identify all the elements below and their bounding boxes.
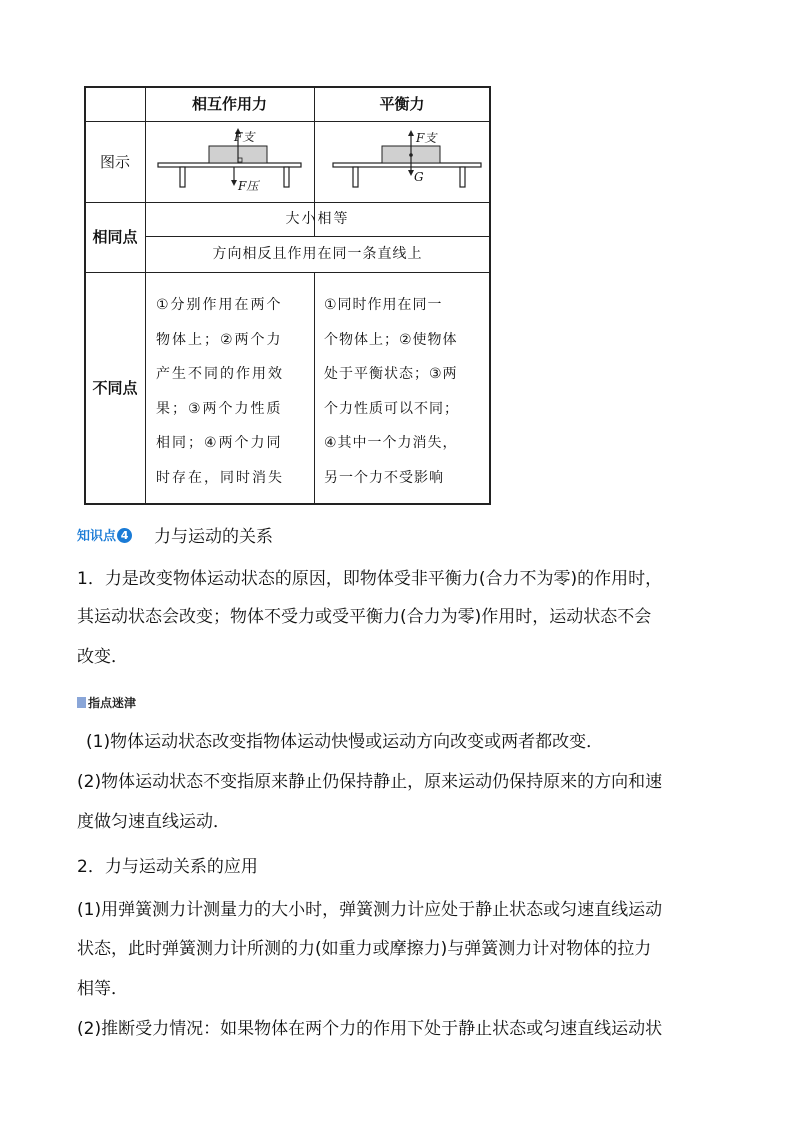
tip-label-text: 指点迷津 — [88, 696, 137, 710]
table-leg — [353, 167, 358, 187]
arrow-up-icon — [408, 130, 414, 136]
paragraph-line: (1)用弹簧测力计测量力的大小时，弹簧测力计应处于静止状态或匀速直线运动 — [77, 900, 663, 920]
section-title: 力与运动的关系 — [154, 527, 273, 547]
same-point-1: 大小相等 — [285, 211, 350, 227]
label-f-support-left: F支 — [234, 130, 255, 144]
badge-text: 知识点 — [77, 529, 117, 544]
table-leg — [460, 167, 465, 187]
label-f-press-left: F压 — [238, 179, 259, 193]
table-top-left — [158, 163, 301, 167]
paragraph-line: 其运动状态会改变；物体不受力或受平衡力(合力为零)作用时，运动状态不会 — [77, 607, 652, 627]
badge-number: 4 — [117, 528, 132, 543]
paragraph-line: 2．力与运动关系的应用 — [77, 857, 258, 877]
diff-balance-text: ①同时作用在同一 个物体上；②使物体 处于平衡状态；③两 个力性质可以不同； ④其中一个力消失， 另一个力不受影响 — [324, 297, 459, 486]
table-divider — [314, 272, 315, 503]
paragraph-line: (2)物体运动状态不变指原来静止仍保持静止，原来运动仍保持原来的方向和速 — [77, 772, 663, 792]
tip-label — [77, 694, 136, 711]
paragraph-line: 度做匀速直线运动． — [77, 812, 230, 832]
table-divider — [85, 272, 490, 273]
knowledge-point-badge — [77, 525, 132, 544]
table-leg — [284, 167, 289, 187]
arrow-down-icon — [231, 180, 237, 186]
mutual-force-diagram — [146, 122, 314, 202]
same-point-2: 方向相反且作用在同一条直线上 — [212, 246, 423, 262]
balanced-force-diagram — [315, 122, 490, 202]
paragraph-line: (1)物体运动状态改变指物体运动快慢或运动方向改变或两者都改变． — [86, 732, 604, 752]
row-label-diff: 不同点 — [92, 379, 138, 397]
label-gravity: G — [414, 170, 424, 184]
tip-marker-icon — [77, 697, 86, 708]
row-label-same: 相同点 — [92, 228, 138, 246]
table-divider — [145, 236, 490, 237]
table-leg — [180, 167, 185, 187]
header-balanced-force: 平衡力 — [379, 95, 425, 113]
header-mutual-force: 相互作用力 — [191, 95, 267, 113]
row-label-figure: 图示 — [99, 153, 130, 171]
paragraph-line: 1．力是改变物体运动状态的原因，即物体受非平衡力(合力不为零)的作用时， — [77, 569, 663, 589]
diff-mutual-text: ①分别作用在两个 物体上；②两个力 产生不同的作用效 果；③两个力性质 相同；④两个力同 时存在，同时消失 — [156, 297, 284, 486]
paragraph-line: 状态，此时弹簧测力计所测的力(如重力或摩擦力)与弹簧测力计对物体的拉力 — [77, 939, 652, 959]
paragraph-line: 相等． — [77, 979, 128, 999]
paragraph-line: (2)推断受力情况：如果物体在两个力的作用下处于静止状态或匀速直线运动状 — [77, 1019, 663, 1039]
table-divider — [85, 202, 490, 203]
table-top-right — [333, 163, 481, 167]
label-f-support-right: F支 — [416, 131, 437, 145]
paragraph-line: 改变． — [77, 647, 128, 667]
